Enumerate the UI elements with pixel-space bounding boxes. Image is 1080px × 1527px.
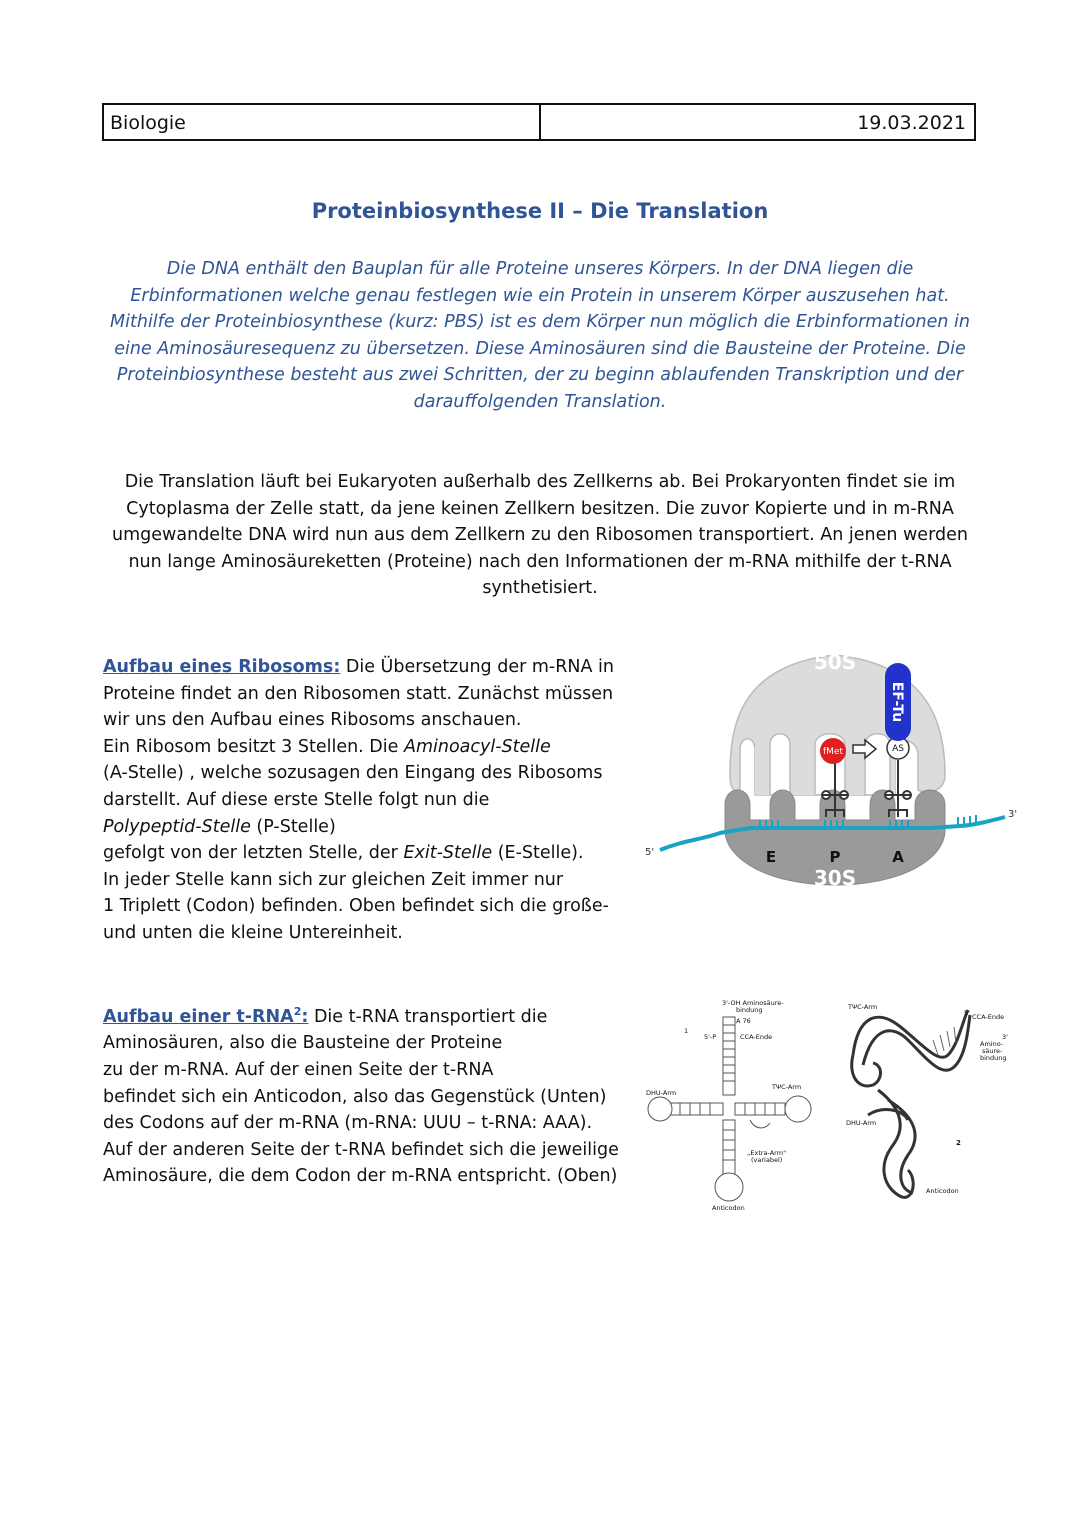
one-label: 1 xyxy=(684,1027,689,1035)
intro-line: Mithilfe der Proteinbiosynthese (kurz: PBS) ist es dem Körper nun möglich die Erbinformationen in xyxy=(110,312,970,333)
text: In jeder Stelle kann sich zur gleichen Zeit immer nur xyxy=(103,869,564,890)
text: (P-Stelle) xyxy=(250,816,336,837)
tpc-loop xyxy=(785,1096,811,1122)
trna-cloverleaf-diagram xyxy=(640,995,830,1215)
page-title: Proteinbiosynthese II – Die Translation xyxy=(311,199,769,223)
text: befindet sich ein Anticodon, also das Gegenstück (Unten) xyxy=(103,1086,607,1107)
text: Die t-RNA transportiert die xyxy=(308,1006,548,1027)
variable-arm xyxy=(750,1120,770,1128)
oh-label-2: bindung xyxy=(736,1006,763,1014)
intro-line: Erbinformationen welche genau festlegen wie ein Protein in unserem Körper auszusehen hat. xyxy=(130,285,950,306)
variabel-label: (variabel) xyxy=(751,1156,783,1164)
acceptor-helix xyxy=(853,1010,968,1057)
three-3d-label: 3' xyxy=(1002,1033,1008,1041)
tpc-stem xyxy=(735,1103,785,1115)
cca-end-label: CCA-Ende xyxy=(740,1033,773,1041)
large-subunit-label: 50S xyxy=(813,650,857,674)
small-subunit-label: 30S xyxy=(813,866,857,890)
text: Aminosäuren, also die Bausteine der Proteine xyxy=(103,1033,503,1054)
trna-heading xyxy=(103,1007,308,1027)
a76-label: A 76 xyxy=(736,1017,751,1025)
acceptor-stem xyxy=(723,1017,735,1095)
header-table xyxy=(102,103,976,141)
footnote-ref: 2 xyxy=(293,1005,302,1018)
site-a-label: A xyxy=(892,848,904,866)
two-label: 2 xyxy=(956,1139,961,1147)
oh-label: 3'-OH Aminosäure- xyxy=(722,999,784,1007)
anticodon-loop xyxy=(715,1173,743,1201)
text: Die Übersetzung der m-RNA in xyxy=(340,657,614,677)
text: und unten die kleine Untereinheit. xyxy=(103,922,403,943)
trna-section xyxy=(103,999,633,1190)
text: des Codons auf der m-RNA (m-RNA: UUU – t-RNA: AAA). xyxy=(103,1113,593,1134)
intro-line: eine Aminosäuresequenz zu übersetzen. Diese Aminosäuren sind die Bausteine der Proteine. Die xyxy=(114,338,966,359)
pocket xyxy=(770,734,790,795)
site-p-label: P xyxy=(829,848,841,866)
text: Proteine findet an den Ribosomen statt. Zunächst müssen xyxy=(103,683,614,704)
trna-3d-diagram xyxy=(838,995,1018,1215)
body-line: Cytoplasma der Zelle statt, da jene keinen Zellkern besitzen. Die zuvor Kopierte und in m-RNA xyxy=(126,498,954,519)
ribosome-heading: Aufbau eines Ribosoms: xyxy=(103,657,341,677)
term: Exit-Stelle xyxy=(403,843,493,864)
tpc-arm-label: TΨC-Arm xyxy=(772,1083,802,1091)
five-p-label: 5'-P xyxy=(704,1033,717,1041)
amino-label-1: Amino- xyxy=(980,1040,1004,1048)
fmet-label: fMet xyxy=(823,747,843,757)
tpc-arm-3d-label: TΨC-Arm xyxy=(848,1003,878,1011)
five-3d-label: 5' xyxy=(964,1009,970,1017)
ribosome-section xyxy=(103,654,628,947)
text: wir uns den Aufbau eines Ribosoms anschauen. xyxy=(103,710,522,731)
term: Aminoacyl-Stelle xyxy=(403,736,551,757)
anticodon-3d-label: Anticodon xyxy=(926,1187,959,1195)
extra-arm-label: „Extra-Arm" xyxy=(747,1149,787,1157)
dhu-arm-3d-label: DHU-Arm xyxy=(846,1119,877,1127)
site-e-label: E xyxy=(765,848,777,866)
colon: : xyxy=(301,1006,309,1027)
dhu-stem xyxy=(670,1103,723,1115)
dhu-arm-label: DHU-Arm xyxy=(646,1089,677,1097)
intro-line: Proteinbiosynthese besteht aus zwei Schritten, der zu beginn ablaufenden Transkription und der xyxy=(116,365,964,386)
text: darstellt. Auf diese erste Stelle folgt nun die xyxy=(103,789,490,810)
tpc-loop xyxy=(852,1055,881,1086)
five-prime-label: 5' xyxy=(645,847,655,858)
date-cell: 19.03.2021 xyxy=(857,112,966,134)
text: gefolgt von der letzten Stelle, der xyxy=(103,843,404,864)
translation-paragraph xyxy=(100,469,980,602)
body-line: umgewandelte DNA wird nun aus dem Zellkern zu den Ribosomen transportiert. An jenen werden xyxy=(112,525,968,546)
text: 1 Triplett (Codon) befinden. Oben befindet sich die große- xyxy=(103,896,609,917)
anticodon-label: Anticodon xyxy=(712,1204,745,1212)
intro-line: darauffolgenden Translation. xyxy=(413,391,667,412)
cca-end-3d-label: CCA-Ende xyxy=(972,1013,1005,1021)
ef-tu-label: EF-Tu xyxy=(889,681,905,723)
amino-label-2: säure- xyxy=(982,1047,1003,1055)
text: (A-Stelle) , welche sozusagen den Eingang des Ribosoms xyxy=(103,763,603,784)
intro-paragraph xyxy=(100,256,980,416)
three-prime-label: 3' xyxy=(1008,809,1018,820)
anticodon-stem xyxy=(723,1120,735,1175)
subject-cell: Biologie xyxy=(104,105,541,139)
body-line: synthetisiert. xyxy=(482,578,598,599)
body-line: Die Translation läuft bei Eukaryoten außerhalb des Zellkerns ab. Bei Prokaryonten findet sie im xyxy=(124,472,956,492)
dhu-loop xyxy=(648,1097,672,1121)
text: Auf der anderen Seite der t-RNA befindet sich die jeweilige xyxy=(103,1139,619,1160)
intro-line: Die DNA enthält den Bauplan für alle Proteine unseres Körpers. In der DNA liegen die xyxy=(166,259,914,279)
text: Aminosäure, die dem Codon der m-RNA entspricht. (Oben) xyxy=(103,1166,618,1187)
amino-label-3: bindung xyxy=(980,1054,1007,1062)
text: zu der m-RNA. Auf der einen Seite der t-RNA xyxy=(103,1060,494,1081)
term: Polypeptid-Stelle xyxy=(103,816,251,837)
trna-heading-text: Aufbau einer t-RNA xyxy=(103,1006,294,1027)
ribosome-diagram xyxy=(640,645,1030,895)
text: Ein Ribosom besitzt 3 Stellen. Die xyxy=(103,736,404,757)
text: (E-Stelle). xyxy=(492,843,584,864)
body-line: nun lange Aminosäureketten (Proteine) nach den Informationen der m-RNA mithilfe der t-RNA xyxy=(128,551,952,572)
as-label: AS xyxy=(892,744,904,754)
